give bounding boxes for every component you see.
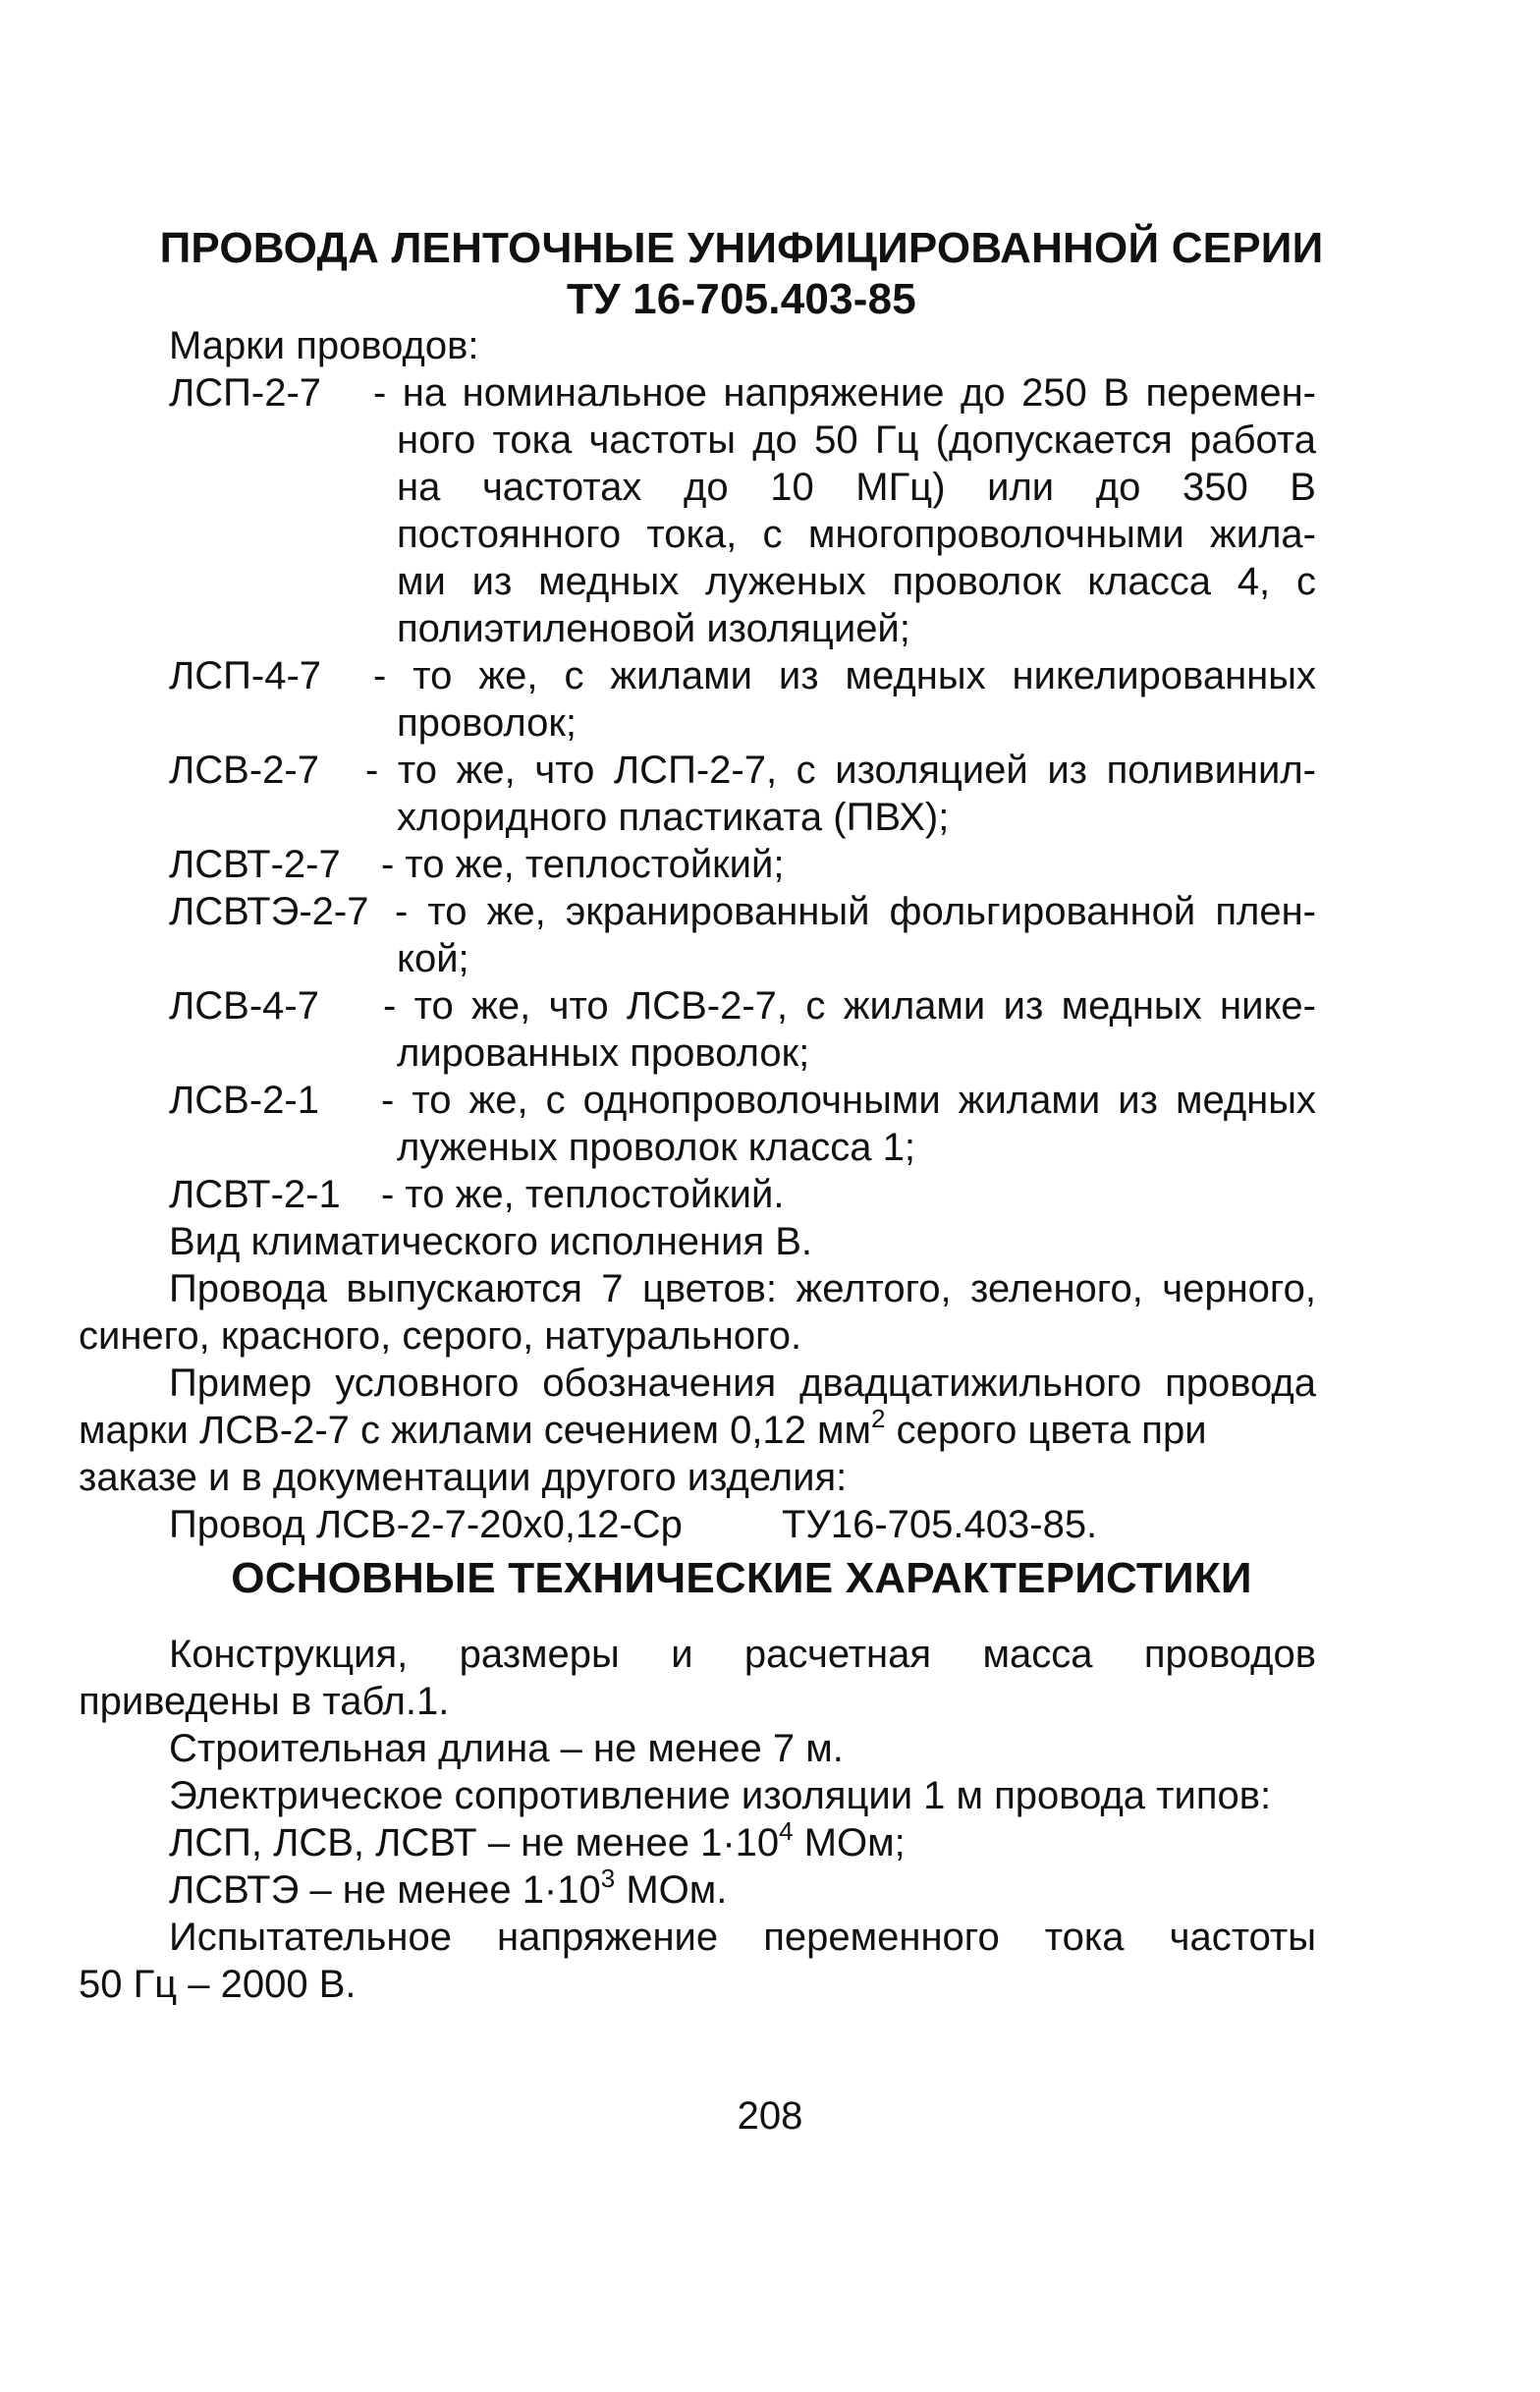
- mark-desc-line: кой;: [397, 937, 469, 980]
- spec-text: ЛСВТЭ – не менее $1\cdot 10^3$ МОм.: [169, 1864, 728, 1912]
- spec-text: ЛСП, ЛСВ, ЛСВТ – не менее $1\cdot 10^4$ МОм;: [169, 1816, 906, 1864]
- mark-code: ЛСВ-2-7: [169, 749, 319, 792]
- mark-desc-line: - то же, теплостойкий.: [381, 1173, 785, 1216]
- mark-code: ЛСВТЭ-2-7: [169, 890, 369, 933]
- spec-text: Строительная длина – не менее 7 м.: [169, 1727, 844, 1770]
- colors-text: Провода выпускаются 7 цветов: желтого, зеленого, черного,: [169, 1267, 1316, 1310]
- mark-desc-line: полиэтиленовой изоляцией;: [397, 607, 910, 650]
- example-text: заказе и в документации другого изделия:: [79, 1456, 848, 1499]
- marks-header: Марки проводов:: [169, 324, 479, 367]
- mark-desc-line: ми из медных луженых проволок класса 4, с: [397, 560, 1316, 603]
- example-standard: ТУ16-705.403-85.: [782, 1503, 1098, 1546]
- mark-desc-line: хлоридного пластиката (ПВХ);: [397, 796, 950, 839]
- mark-desc-line: на частотах до 10 МГц) или до 350 В: [397, 466, 1316, 509]
- mark-desc-line: ного тока частоты до 50 Гц (допускается работа: [397, 418, 1316, 462]
- mark-desc-line: лированных проволок;: [397, 1031, 810, 1075]
- example-designation: Провод ЛСВ-2-7-20х0,12-Ср: [169, 1503, 683, 1546]
- mark-code: ЛСВТ-2-7: [169, 843, 341, 886]
- example-text: Пример условного обозначения двадцатижильного провода: [169, 1362, 1316, 1405]
- page-subtitle: ТУ 16-705.403-85: [567, 275, 916, 323]
- spec-text: Электрическое сопротивление изоляции 1 м провода типов:: [169, 1774, 1272, 1817]
- spec-text: Конструкция, размеры и расчетная масса проводов: [169, 1633, 1316, 1676]
- page-number: 208: [737, 2094, 803, 2138]
- spec-text: приведены в табл.1.: [79, 1680, 450, 1723]
- mark-code: ЛСВТ-2-1: [169, 1173, 341, 1216]
- example-text-part: марки ЛСВ-2-7 с жилами сечением 0,12 $мм^2$ серого цвета при: [79, 1404, 1207, 1452]
- mark-code: ЛСП-2-7: [169, 371, 322, 415]
- mark-desc-line: постоянного тока, с многопроволочными жила-: [397, 513, 1316, 556]
- colors-text: синего, красного, серого, натурального.: [79, 1314, 802, 1358]
- example-text: [79, 1404, 1316, 1458]
- climate-text: Вид климатического исполнения В.: [169, 1220, 813, 1263]
- mark-desc-line: - на номинальное напряжение до 250 В перемен-: [373, 371, 1316, 415]
- mark-code: ЛСП-4-7: [169, 654, 322, 697]
- mark-desc-line: - то же, с жилами из медных никелированных: [373, 654, 1316, 697]
- mark-desc-line: - то же, с однопроволочными жилами из медных: [381, 1079, 1316, 1122]
- page-title: ПРОВОДА ЛЕНТОЧНЫЕ УНИФИЦИРОВАННОЙ СЕРИИ: [159, 224, 1324, 272]
- spec-text: 50 Гц – 2000 В.: [79, 1963, 357, 2006]
- mark-code: ЛСВ-4-7: [169, 984, 319, 1028]
- mark-desc-line: - то же, экранированный фольгированной плен-: [395, 890, 1316, 933]
- spec-text: Испытательное напряжение переменного тока частоты: [169, 1916, 1316, 1959]
- mark-code: ЛСВ-2-1: [169, 1079, 319, 1122]
- section-title: ОСНОВНЫЕ ТЕХНИЧЕСКИЕ ХАРАКТЕРИСТИКИ: [231, 1554, 1252, 1602]
- mark-desc-line: луженых проволок класса 1;: [397, 1126, 915, 1169]
- mark-desc-line: - то же, теплостойкий;: [381, 843, 785, 886]
- mark-desc-line: - то же, что ЛСП-2-7, с изоляцией из поливинил-: [365, 749, 1316, 792]
- mark-desc-line: проволок;: [397, 701, 577, 745]
- mark-desc-line: - то же, что ЛСВ-2-7, с жилами из медных нике-: [383, 984, 1316, 1028]
